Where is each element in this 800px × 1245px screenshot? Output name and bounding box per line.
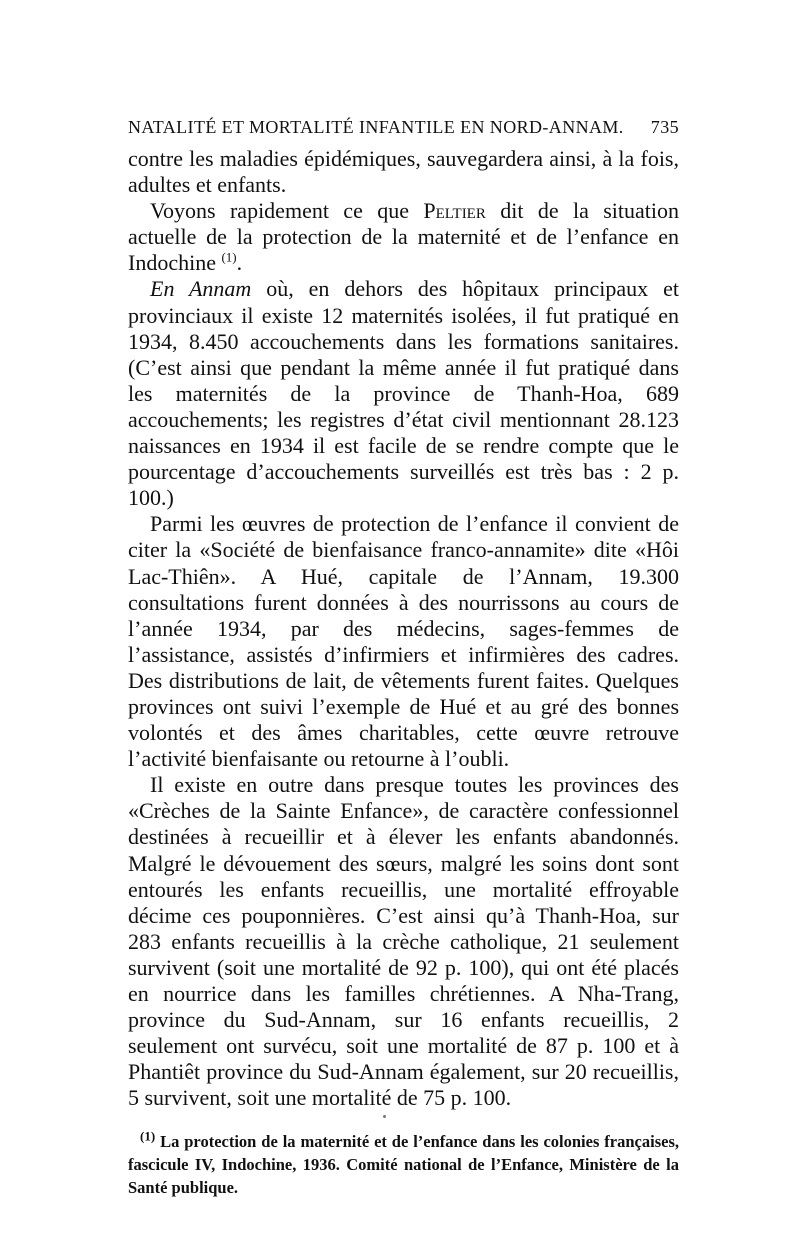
running-title: NATALITÉ ET MORTALITÉ INFANTILE EN NORD-ANNAM.	[128, 117, 624, 137]
paragraph-peltier-end: .	[236, 250, 243, 276]
paragraph-continuation: contre les maladies épidémiques, sauvegardera ainsi, à la fois, adultes et enfants.	[128, 146, 679, 198]
body-text	[128, 146, 679, 1111]
footnote	[128, 1130, 679, 1199]
footnote-text: La protection de la maternité et de l’enfance dans les colonies françaises, fascicule IV, Indochine, 1936. Comité national de l’Enfance, Ministère de la Santé publique.	[128, 1132, 679, 1198]
separator-dot	[383, 1115, 386, 1118]
paragraph-creches: Il existe en outre dans presque toutes les provinces des «Crèches de la Sainte Enfance», de caractère confessionnel destinées à recueillir et à élever les enfants abandonnés. Malgré le dévouement des sœurs, malgré les soins dont sont entourés les enfants recueillis, une mortalité effroyable décime ces pouponnières. C’est ainsi qu’à Thanh-Hoa, sur 283 enfants recueillis à la crèche catholique, 21 seulement survivent (soit une mortalité de 92 p. 100), qui ont été placés en nourrice dans les familles chrétiennes. A Nha-Trang, province du Sud-Annam, sur 16 enfants recueillis, 2 seulement ont survécu, soit une mortalité de 87 p. 100 et à Phantiêt province du Sud-Annam également, sur 20 recueillis, 5 survivent, soit une mortalité de 75 p. 100.	[128, 772, 679, 1111]
paragraph-peltier-before: Voyons rapidement ce que	[150, 198, 424, 224]
paragraph-annam-text: où, en dehors des hôpitaux principaux et provinciaux il existe 12 maternités isolées, il fut pratiqué en 1934, 8.450 accouchements dans les formations sanitaires. (C’est ainsi que pendant la même année il fut pratiqué dans les maternités de la province de Thanh-Hoa, 689 accouchements; les registres d’état civil mentionnant 28.123 naissances en 1934 il est facile de se rendre compte que le pourcentage d’accouchements surveillés est très bas : 2 p. 100.)	[128, 276, 679, 511]
footnote-marker: (1)	[140, 1128, 156, 1144]
paragraph-annam	[128, 276, 679, 511]
running-head	[128, 114, 679, 140]
page-number: 735	[650, 117, 679, 137]
paragraph-peltier-after: dit de la situation actuelle de la protection de la maternité et de l’enfance en Indochine	[128, 198, 679, 276]
author-name: Peltier	[423, 198, 486, 224]
paragraph-oeuvres: Parmi les œuvres de protection de l’enfance il convient de citer la «Société de bienfaisance franco-annamite» dite «Hôi Lac-Thiên». A Hué, capitale de l’Annam, 19.300 consultations furent données à des nourrissons au cours de l’année 1934, par des médecins, sages-femmes de l’assistance, assistés d’infirmiers et infirmières des cadres. Des distributions de lait, de vêtements furent faites. Quelques provinces ont suivi l’exemple de Hué et au gré des bonnes volontés et des âmes charitables, cette œuvre retrouve l’activité bienfaisante ou retourne à l’oubli.	[128, 511, 679, 772]
paragraph-peltier	[128, 198, 679, 276]
paragraph-annam-lead: En Annam	[150, 276, 252, 302]
footnote-reference: (1)	[221, 250, 237, 266]
page	[128, 114, 679, 1199]
